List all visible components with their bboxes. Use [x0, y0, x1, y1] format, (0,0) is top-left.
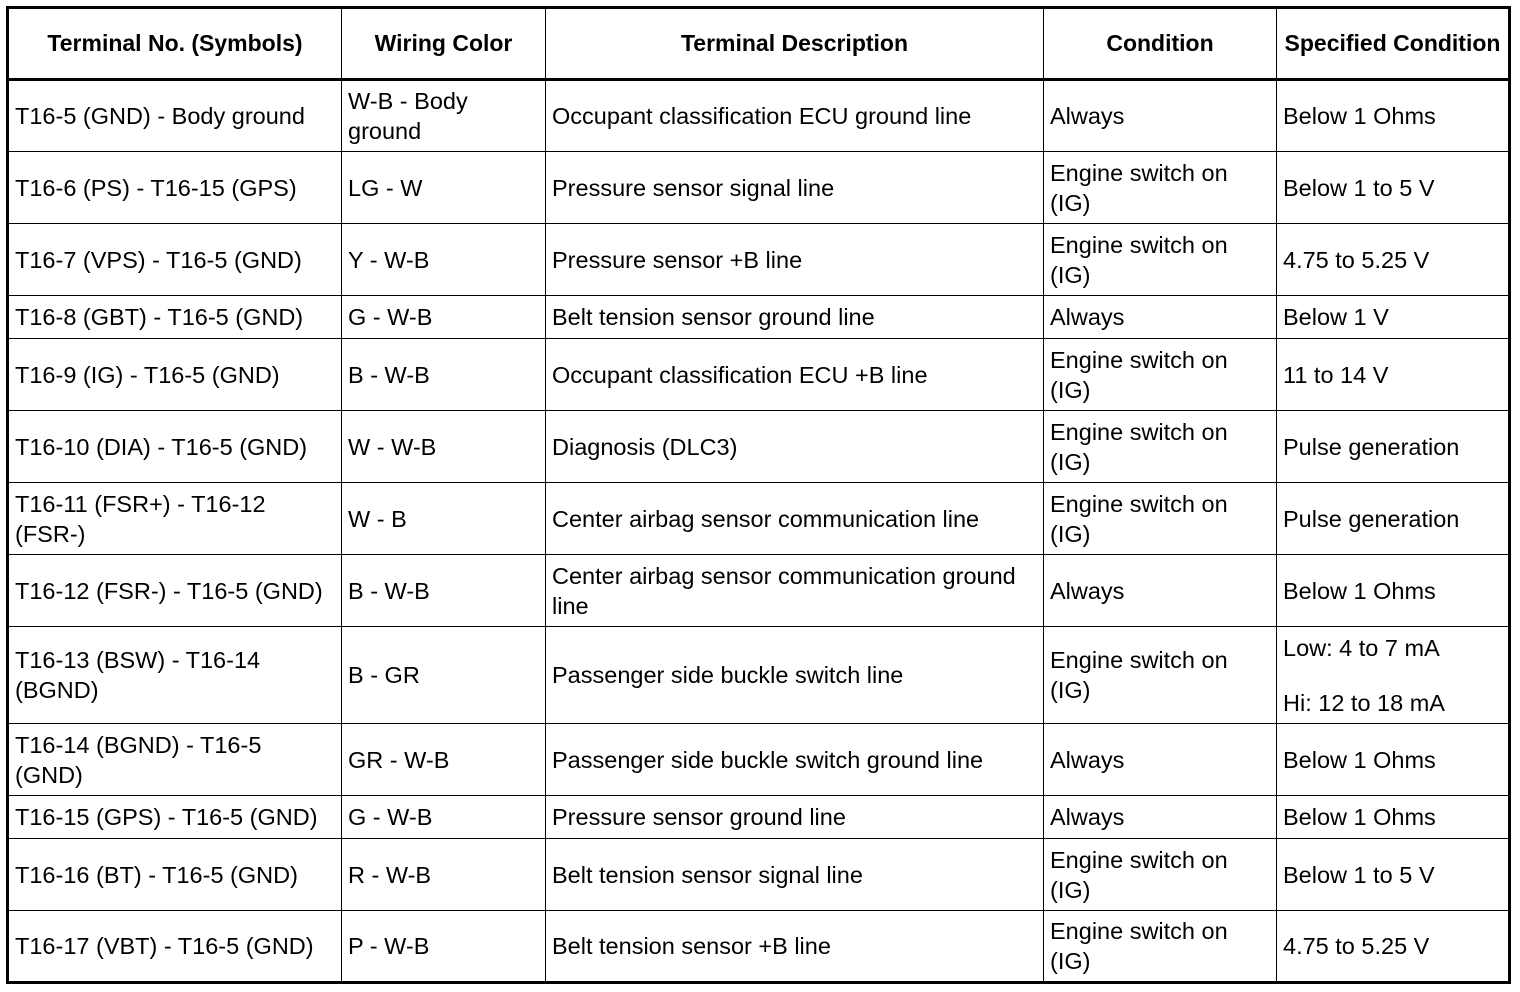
table-row: [8, 724, 1510, 796]
condition-cell: Engine switch on (IG): [1044, 483, 1277, 555]
wiring-color-cell: W-B - Body ground: [342, 80, 546, 152]
specified-value: 4.75 to 5.25 V: [1283, 933, 1430, 959]
wiring-color-cell: B - W-B: [342, 555, 546, 627]
description-cell: Center airbag sensor communication ground line: [546, 555, 1044, 627]
table-row: [8, 555, 1510, 627]
condition-cell: Engine switch on (IG): [1044, 839, 1277, 911]
wiring-color-cell: W - W-B: [342, 411, 546, 483]
specified-value: 4.75 to 5.25 V: [1283, 246, 1430, 273]
wiring-color-cell: B - GR: [342, 627, 546, 724]
specified-value: Below 1 Ohms: [1283, 804, 1436, 830]
condition-cell: Engine switch on (IG): [1044, 224, 1277, 296]
description-cell: Pressure sensor ground line: [546, 796, 1044, 839]
header-condition: Condition: [1044, 8, 1277, 80]
terminal-cell: T16-9 (IG) - T16-5 (GND): [8, 339, 342, 411]
wiring-color-cell: W - B: [342, 483, 546, 555]
header-terminal-description: Terminal Description: [546, 8, 1044, 80]
description-cell: Passenger side buckle switch ground line: [546, 724, 1044, 796]
description-cell: Belt tension sensor signal line: [546, 839, 1044, 911]
wiring-color-cell: P - W-B: [342, 911, 546, 983]
description-cell: Belt tension sensor +B line: [546, 911, 1044, 983]
condition-cell: Always: [1044, 296, 1277, 339]
condition-cell: Always: [1044, 796, 1277, 839]
description-cell: Pressure sensor +B line: [546, 224, 1044, 296]
specified-condition-cell: [1277, 80, 1510, 152]
terminal-cell: T16-10 (DIA) - T16-5 (GND): [8, 411, 342, 483]
condition-cell: Engine switch on (IG): [1044, 339, 1277, 411]
description-cell: Occupant classification ECU +B line: [546, 339, 1044, 411]
specified-value: Below 1 Ohms: [1283, 746, 1436, 773]
specified-condition-cell: [1277, 627, 1510, 724]
specified-value: Hi: 12 to 18 mA: [1283, 689, 1445, 716]
description-cell: Center airbag sensor communication line: [546, 483, 1044, 555]
terminal-cell: T16-17 (VBT) - T16-5 (GND): [8, 911, 342, 983]
table-row: [8, 152, 1510, 224]
terminal-spec-table: [6, 6, 1511, 984]
description-cell: Occupant classification ECU ground line: [546, 80, 1044, 152]
wiring-color-cell: GR - W-B: [342, 724, 546, 796]
description-cell: Belt tension sensor ground line: [546, 296, 1044, 339]
table-row: [8, 224, 1510, 296]
table-row: [8, 411, 1510, 483]
table-row: [8, 296, 1510, 339]
wiring-color-cell: G - W-B: [342, 796, 546, 839]
terminal-cell: T16-13 (BSW) - T16-14 (BGND): [8, 627, 342, 724]
table-row: [8, 627, 1510, 724]
specified-value: Below 1 Ohms: [1283, 577, 1436, 604]
terminal-cell: T16-14 (BGND) - T16-5 (GND): [8, 724, 342, 796]
terminal-cell: T16-5 (GND) - Body ground: [8, 80, 342, 152]
specified-condition-cell: [1277, 724, 1510, 796]
terminal-cell: T16-16 (BT) - T16-5 (GND): [8, 839, 342, 911]
header-specified-condition: Specified Condition: [1277, 8, 1510, 80]
terminal-cell: T16-7 (VPS) - T16-5 (GND): [8, 224, 342, 296]
table-row: [8, 483, 1510, 555]
header-terminal: Terminal No. (Symbols): [8, 8, 342, 80]
terminal-cell: T16-6 (PS) - T16-15 (GPS): [8, 152, 342, 224]
table-row: [8, 911, 1510, 983]
specified-value: Below 1 V: [1283, 304, 1389, 330]
specified-value: Pulse generation: [1283, 505, 1460, 532]
specified-condition-cell: [1277, 411, 1510, 483]
header-wiring-color: Wiring Color: [342, 8, 546, 80]
specified-condition-cell: [1277, 339, 1510, 411]
table-row: [8, 839, 1510, 911]
specified-value: Low: 4 to 7 mA: [1283, 634, 1440, 661]
description-cell: Pressure sensor signal line: [546, 152, 1044, 224]
specified-value: Below 1 Ohms: [1283, 103, 1436, 129]
specified-condition-cell: [1277, 555, 1510, 627]
condition-cell: Engine switch on (IG): [1044, 411, 1277, 483]
table-row: [8, 796, 1510, 839]
condition-cell: Always: [1044, 80, 1277, 152]
description-cell: Diagnosis (DLC3): [546, 411, 1044, 483]
specified-value: Below 1 to 5 V: [1283, 174, 1435, 201]
description-cell: Passenger side buckle switch line: [546, 627, 1044, 724]
specified-value: Below 1 to 5 V: [1283, 861, 1435, 888]
table-header: [8, 8, 1510, 80]
wiring-color-cell: R - W-B: [342, 839, 546, 911]
terminal-cell: T16-8 (GBT) - T16-5 (GND): [8, 296, 342, 339]
wiring-color-cell: LG - W: [342, 152, 546, 224]
wiring-color-cell: B - W-B: [342, 339, 546, 411]
wiring-color-cell: G - W-B: [342, 296, 546, 339]
condition-cell: Engine switch on (IG): [1044, 627, 1277, 724]
wiring-color-cell: Y - W-B: [342, 224, 546, 296]
header-row: [8, 8, 1510, 80]
condition-cell: Always: [1044, 555, 1277, 627]
specified-condition-cell: [1277, 224, 1510, 296]
condition-cell: Always: [1044, 724, 1277, 796]
condition-cell: Engine switch on (IG): [1044, 152, 1277, 224]
specified-condition-cell: [1277, 296, 1510, 339]
specified-condition-cell: [1277, 911, 1510, 983]
specified-condition-cell: [1277, 152, 1510, 224]
table-body: [8, 80, 1510, 983]
specified-value: 11 to 14 V: [1283, 361, 1389, 388]
terminal-cell: T16-12 (FSR-) - T16-5 (GND): [8, 555, 342, 627]
terminal-cell: T16-15 (GPS) - T16-5 (GND): [8, 796, 342, 839]
specified-condition-cell: [1277, 483, 1510, 555]
terminal-cell: T16-11 (FSR+) - T16-12 (FSR-): [8, 483, 342, 555]
specified-condition-cell: [1277, 839, 1510, 911]
table-row: [8, 339, 1510, 411]
specified-condition-cell: [1277, 796, 1510, 839]
specified-value: Pulse generation: [1283, 433, 1460, 460]
table-row: [8, 80, 1510, 152]
condition-cell: Engine switch on (IG): [1044, 911, 1277, 983]
